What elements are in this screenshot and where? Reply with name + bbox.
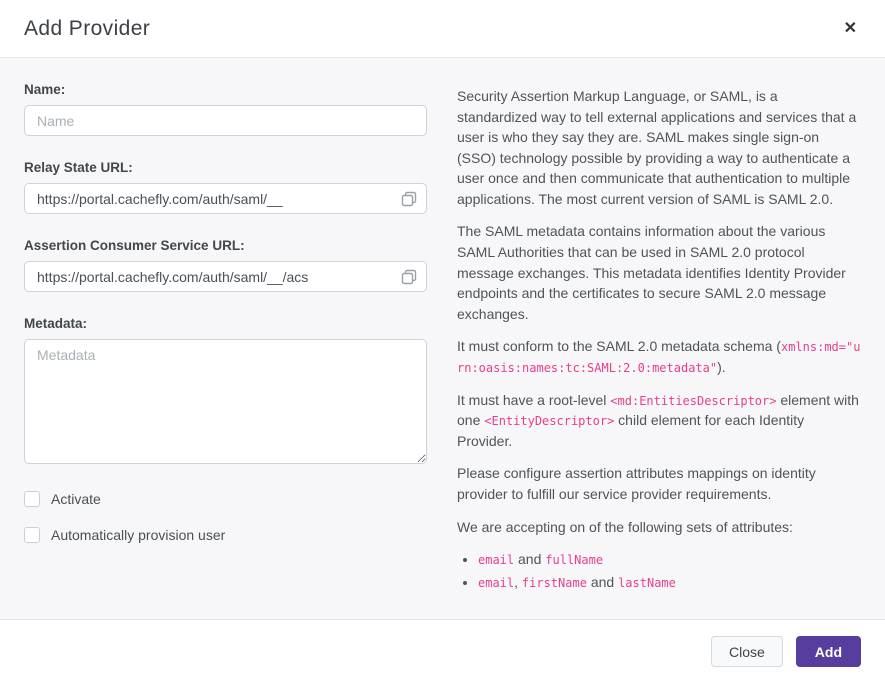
modal-body — [0, 58, 885, 620]
activate-checkbox[interactable] — [24, 491, 40, 507]
copy-icon[interactable] — [401, 269, 417, 285]
bullet-text: and — [586, 574, 619, 591]
close-button[interactable]: Close — [711, 636, 783, 667]
provider-form — [24, 82, 427, 595]
acs-label: Assertion Consumer Service URL: — [24, 238, 245, 253]
relay-state-field-group — [24, 160, 427, 214]
name-field-group — [24, 82, 427, 136]
copy-icon[interactable] — [401, 191, 417, 207]
bullet-text: and — [514, 551, 546, 568]
saml-schema-paragraph — [457, 336, 861, 377]
attribute-sets-list — [478, 549, 861, 593]
metadata-textarea[interactable] — [24, 339, 427, 464]
saml-info-panel — [457, 82, 861, 595]
relay-state-label: Relay State URL: — [24, 160, 133, 175]
acs-field-group — [24, 238, 427, 292]
activate-label[interactable]: Activate — [51, 491, 101, 507]
activate-checkbox-row — [24, 491, 427, 507]
acs-input-wrap — [24, 261, 427, 292]
schema-text: It must conform to the SAML 2.0 metadata schema ( — [457, 338, 781, 355]
modal-header — [0, 0, 885, 58]
modal-footer — [0, 620, 885, 683]
rootlevel-text: It must have a root-level — [457, 391, 611, 408]
saml-rootlevel-paragraph — [457, 390, 861, 452]
modal-title: Add Provider — [24, 16, 151, 40]
add-button[interactable]: Add — [796, 636, 861, 667]
attribute-set-item — [478, 549, 861, 570]
accepted-attributes-paragraph: We are accepting on of the following sets of attributes: — [457, 518, 793, 535]
firstname-code: firstName — [521, 576, 587, 591]
entities-descriptor-code: <md:EntitiesDescriptor> — [610, 393, 777, 408]
entity-descriptor-code: <EntityDescriptor> — [484, 414, 615, 429]
rootlevel-text-end: child element for each Identity Provider. — [457, 412, 805, 449]
bullet-text: , — [514, 574, 522, 591]
relay-state-input[interactable] — [24, 183, 427, 214]
configure-attributes-paragraph: Please configure assertion attributes mappings on identity provider to fulfill our service provider requirements. — [457, 465, 816, 503]
metadata-field-group — [24, 316, 427, 467]
attribute-set-item — [478, 572, 861, 593]
close-icon[interactable]: ✕ — [840, 17, 861, 41]
acs-input[interactable] — [24, 261, 427, 292]
saml-metadata-paragraph: The SAML metadata contains information about the various SAML Authorities that can be used in SAML 2.0 protocol message exchanges. This metadata identifies Identity Provider endpoints and the certificates to secure SAML 2.0 message exchanges. — [457, 223, 846, 322]
rootlevel-text-mid: element with one — [457, 391, 859, 429]
schema-text-end: ). — [717, 358, 726, 375]
metadata-label: Metadata: — [24, 316, 88, 331]
email-code: email — [478, 553, 515, 568]
name-input[interactable] — [24, 105, 427, 136]
relay-state-input-wrap — [24, 183, 427, 214]
saml-intro-paragraph: Security Assertion Markup Language, or SAML, is a standardized way to tell external applications and services that a user is who they say they are. SAML makes single sign-on (SSO) technology possible by providing a way to authenticate a user once and then communicate that authentication to multiple applications. The most current version of SAML is SAML 2.0. — [457, 88, 857, 207]
lastname-code: lastName — [618, 576, 676, 591]
auto-provision-label[interactable]: Automatically provision user — [51, 527, 226, 543]
auto-provision-checkbox-row — [24, 527, 427, 543]
name-label: Name: — [24, 82, 66, 97]
schema-code: xmlns:md="urn:oasis:names:tc:SAML:2.0:metadata" — [457, 340, 861, 375]
auto-provision-checkbox[interactable] — [24, 527, 40, 543]
fullname-code: fullName — [545, 553, 604, 568]
email-code: email — [478, 576, 515, 591]
